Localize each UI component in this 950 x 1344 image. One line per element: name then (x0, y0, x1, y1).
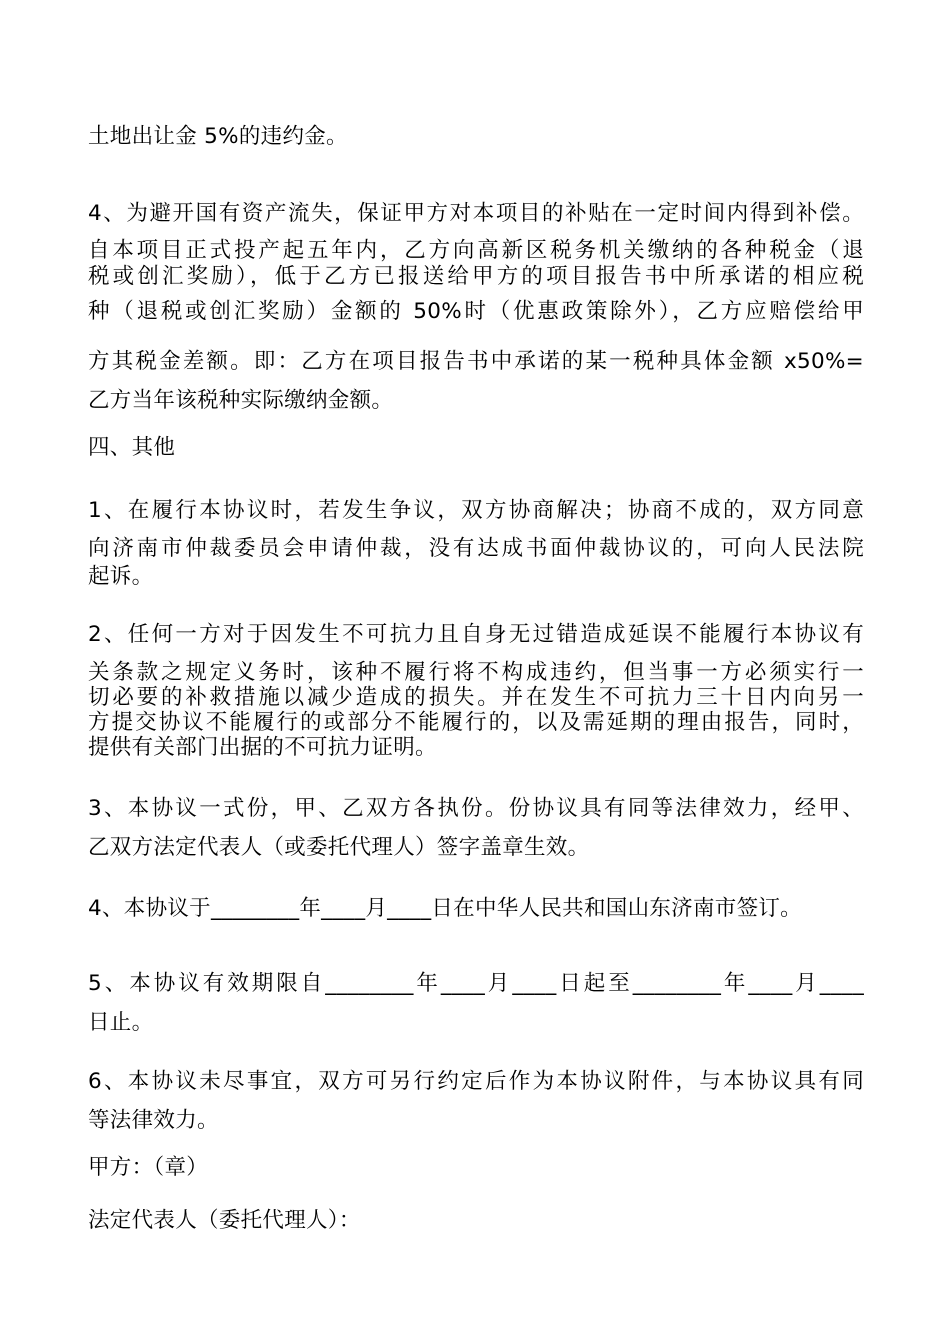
text-line: 3、本协议一式份，甲、乙双方各执份。份协议具有同等法律效力，经甲、 (88, 796, 864, 821)
text-line: 乙方当年该税种实际缴纳金额。 (88, 388, 394, 413)
text-line: 自本项目正式投产起五年内，乙方向高新区税务机关缴纳的各种税金（退 (88, 238, 864, 263)
text-line: 5、本协议有效期限自________年____月____日起至________年____月____ (88, 971, 864, 996)
section-heading: 四、其他 (88, 435, 176, 460)
text-line: 土地出让金 5%的违约金。 (88, 124, 348, 149)
text-line: 提供有关部门出据的不可抗力证明。 (88, 735, 437, 760)
text-line: 日止。 (88, 1010, 154, 1035)
text-line: 切必要的补救措施以减少造成的损失。并在发生不可抗力三十日内向另一 (88, 685, 864, 710)
text-line: 4、本协议于________年____月____日在中华人民共和国山东济南市签订。 (88, 896, 802, 921)
text-line: 种（退税或创汇奖励）金额的 50%时（优惠政策除外），乙方应赔偿给甲 (88, 299, 864, 324)
text-line: 乙双方法定代表人（或委托代理人）签字盖章生效。 (88, 835, 590, 860)
text-line: 起诉。 (88, 564, 154, 589)
text-line: 6、本协议未尽事宜，双方可另行约定后作为本协议附件，与本协议具有同 (88, 1069, 864, 1094)
text-line: 等法律效力。 (88, 1108, 219, 1133)
text-line: 方其税金差额。即：乙方在项目报告书中承诺的某一税种具体金额 x50%= (88, 349, 864, 374)
text-line: 方提交协议不能履行的或部分不能履行的，以及需延期的理由报告，同时， (88, 710, 864, 735)
signature-label-party-a: 甲方：（章） (88, 1155, 209, 1180)
text-line: 向济南市仲裁委员会申请仲裁，没有达成书面仲裁协议的，可向人民法院 (88, 536, 864, 561)
text-line: 2、任何一方对于因发生不可抗力且自身无过错造成延误不能履行本协议有 (88, 622, 864, 647)
text-line: 税或创汇奖励），低于乙方已报送给甲方的项目报告书中所承诺的相应税 (88, 264, 864, 289)
text-line: 1、在履行本协议时，若发生争议，双方协商解决；协商不成的，双方同意 (88, 498, 864, 523)
text-line: 关条款之规定义务时，该种不履行将不构成违约，但当事一方必须实行一 (88, 660, 864, 685)
text-line: 4、为避开国有资产流失，保证甲方对本项目的补贴在一定时间内得到补偿。 (88, 201, 864, 226)
signature-label-representative: 法定代表人（委托代理人）： (88, 1208, 361, 1233)
